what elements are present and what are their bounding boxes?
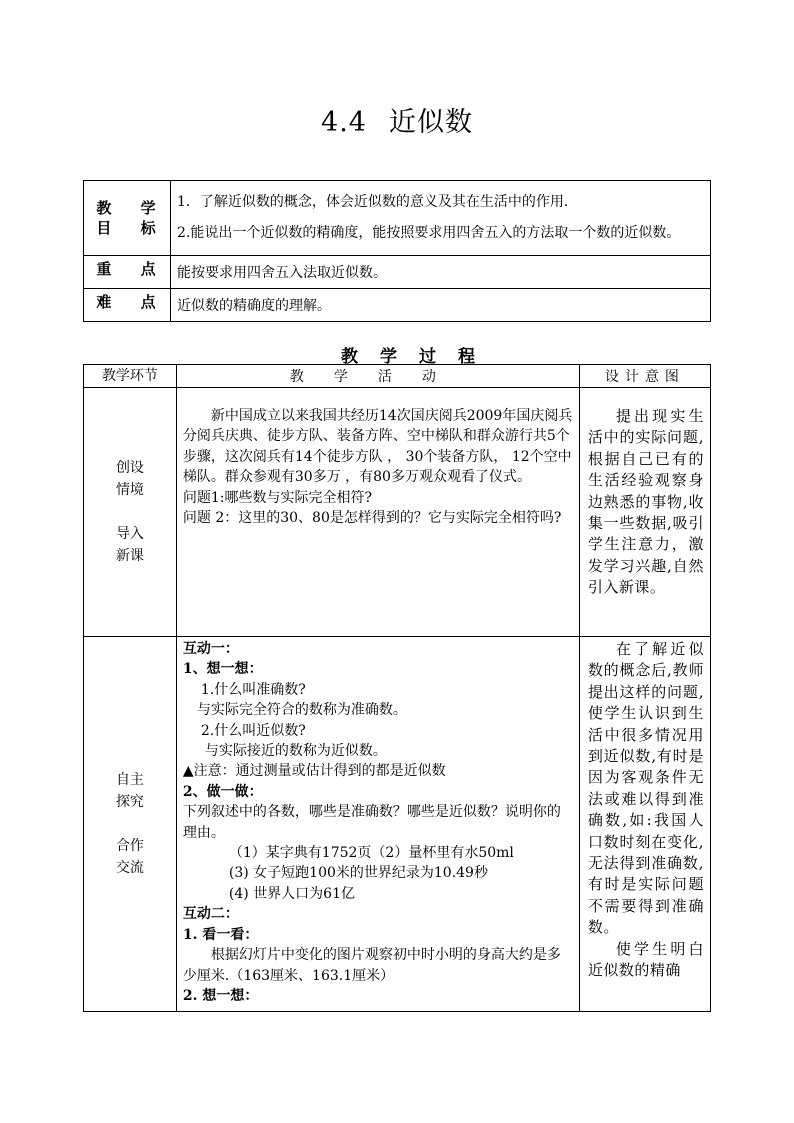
practice-question: 下列叙述中的各数，哪些是准确数？哪些是近似数？说明你的理由。 <box>182 804 561 841</box>
stage-explore <box>84 637 177 1012</box>
stage-intro-b1: 导入 <box>115 526 144 542</box>
objectives-row <box>84 181 711 256</box>
header-activity <box>176 365 579 388</box>
activity-intro <box>176 388 579 637</box>
think-heading-2: 2. 想一想： <box>182 987 259 1004</box>
stage-explore-a1: 自主 <box>115 772 144 788</box>
process-title: 教学过程 <box>341 347 497 367</box>
question-approx-number: 2.什么叫近似数? <box>200 722 306 739</box>
objectives-label-line2: 目 标 <box>96 219 168 237</box>
difficulty-text: 近似数的精确度的理解。 <box>171 289 711 322</box>
objective-item-2: 2.能说出一个近似数的精确度，能按照要求用四舍五入的方法取一个数的近似数。 <box>177 225 681 241</box>
activity-explore <box>176 637 579 1012</box>
interaction-2-heading: 互动二： <box>182 906 239 923</box>
section-number: 4.4 <box>321 107 367 138</box>
note-text: ▲注意：通过测量或估计得到的都是近似数 <box>182 763 446 780</box>
answer-approx-number: 与实际接近的数称为近似数。 <box>204 743 387 760</box>
example-4: (4) 世界人口为61亿 <box>228 885 355 902</box>
intent-intro-text: 提出现实生活中的实际问题,根据自己已有的生活经验观察身边熟悉的事物,收集一些数据,吸引学生注意力，激发学习兴趣,自然引入新课。 <box>587 407 704 597</box>
answer-exact-number: 与实际完全符合的数称为准确数。 <box>196 702 407 719</box>
intent-explore-text-1: 在了解近似数的概念后,教师提出这样的问题,使学生认识到生活中很多情况用到近似数,有时是因为客观条件无法或难以得到准确数,如:我国人口数时刻在变化,无法得到准确数,有时是实际问题不需要得到准确数。 <box>587 640 704 937</box>
interaction-1-heading: 互动一： <box>182 641 239 657</box>
intro-question-2: 问题 2：这里的30、80是怎样得到的？它与实际完全相符吗? <box>182 510 562 527</box>
intent-intro <box>579 388 710 637</box>
key-point-label-text: 重 点 <box>96 260 168 278</box>
process-row-intro <box>84 388 711 637</box>
example-3: (3) 女子短跑100米的世界纪录为10.49秒 <box>228 865 488 882</box>
header-intent <box>579 365 710 388</box>
process-table <box>83 364 711 1012</box>
section-title-text: 近似数 <box>388 107 473 138</box>
stage-intro-a1: 创设 <box>115 460 144 476</box>
intro-paragraph: 新中国成立以来我国共经历14次国庆阅兵2009年国庆阅兵分阅兵庆典、徒步方队、装备方阵、空中梯队和群众游行共5个步骤，这次阅兵有14个徒步方队 ， 30个装备方队， 12个空中梯队。群众参观有30多万 ，有80多万观众观看了仪式。 <box>182 408 573 486</box>
question-exact-number: 1.什么叫准确数? <box>200 681 306 698</box>
difficulty-label-text: 难 点 <box>96 293 168 311</box>
key-point-label <box>84 256 171 289</box>
stage-intro-b2: 新课 <box>115 548 144 564</box>
header-activity-text: 教学活动 <box>289 369 466 385</box>
intent-explore <box>579 637 710 1012</box>
difficulty-label <box>84 289 171 322</box>
header-stage-text: 教学环节 <box>101 368 158 384</box>
difficulty-row <box>84 289 711 322</box>
stage-explore-b2: 交流 <box>115 860 144 876</box>
intro-question-1: 问题1:哪些数与实际完全相符? <box>182 489 373 506</box>
stage-intro-a2: 情境 <box>115 482 144 498</box>
example-1-2: （1）某字典有1752页（2）量杯里有水50ml <box>228 845 514 862</box>
think-heading: 1、想一想： <box>182 661 263 678</box>
stage-intro <box>84 388 177 637</box>
objectives-table <box>83 180 711 322</box>
intent-explore-text-2: 使学生明白近似数的精确 <box>587 939 704 980</box>
practice-heading: 2、做一做： <box>182 783 263 800</box>
spacer <box>84 813 176 835</box>
header-stage <box>84 365 177 388</box>
look-paragraph: 根据幻灯片中变化的图片观察初中时小明的身高大约是多少厘米.（163厘米、163.1厘米） <box>182 947 561 984</box>
stage-explore-a2: 探究 <box>115 794 144 810</box>
header-intent-text: 设计意图 <box>604 369 685 385</box>
objective-item-1: 1．了解近似数的概念，体会近似数的意义及其在生活中的作用． <box>177 194 578 210</box>
objectives-label-line1: 教 学 <box>96 199 168 217</box>
page-title <box>0 100 794 139</box>
objectives-text <box>171 181 711 256</box>
key-point-text: 能按要求用四舍五入法取近似数。 <box>171 256 711 289</box>
objectives-label <box>84 181 171 256</box>
look-heading: 1. 看一看： <box>182 926 259 943</box>
stage-explore-b1: 合作 <box>115 838 144 854</box>
key-point-row <box>84 256 711 289</box>
process-header-row <box>84 365 711 388</box>
spacer <box>84 501 176 523</box>
process-row-explore <box>84 637 711 1012</box>
